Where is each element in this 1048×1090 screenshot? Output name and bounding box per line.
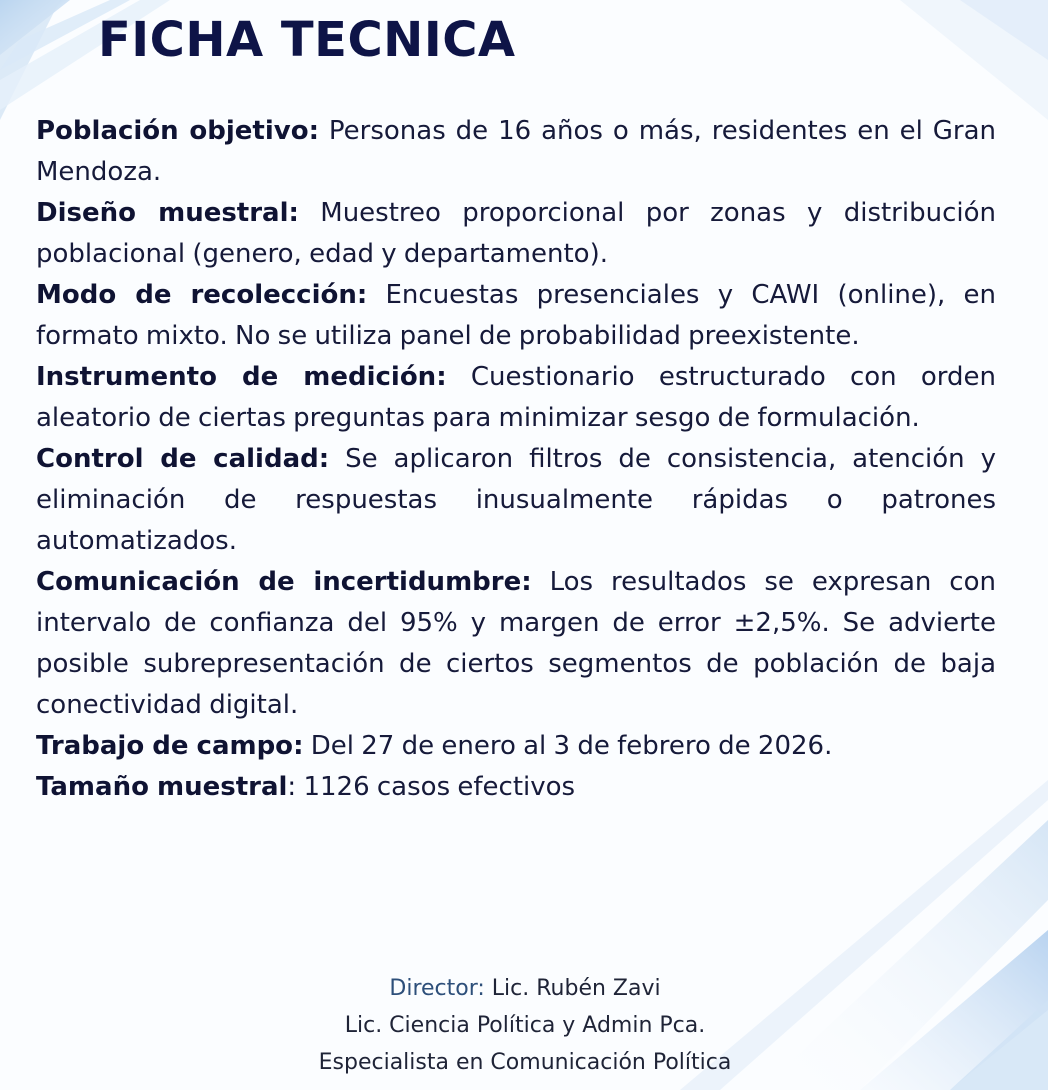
technical-sheet-body — [36, 111, 996, 808]
item-colon: : — [288, 198, 299, 228]
item-label: Diseño muestral — [36, 198, 289, 228]
item-colon: : — [293, 731, 304, 761]
director-title: Lic. Ciencia Política y Admin Pca. — [344, 1013, 706, 1038]
item-modo-recoleccion — [36, 275, 996, 357]
item-colon: : — [308, 116, 319, 146]
director-signature — [190, 970, 860, 1081]
director-label: Director: — [389, 976, 485, 1001]
item-text: Personas de 16 años o más, residentes en el Gran Mendoza. — [36, 116, 996, 187]
item-poblacion-objetivo — [36, 111, 996, 193]
item-text: Cuestionario estructurado con orden aleatorio de ciertas preguntas para minimizar sesgo de formulación. — [36, 362, 996, 433]
item-text: Los resultados se expresan con intervalo de confianza del 95% y margen de error ±2,5%. Se advierte posible subrepresentación de ciertos segmentos de población de baja conectividad digital. — [36, 567, 996, 720]
item-colon: : — [287, 772, 297, 802]
item-text: 1126 casos efectivos — [296, 772, 576, 802]
item-control-calidad — [36, 439, 996, 562]
director-line — [190, 970, 860, 1007]
item-label: Instrumento de medición — [36, 362, 437, 392]
item-colon: : — [318, 444, 330, 474]
item-trabajo-campo — [36, 726, 996, 767]
item-label: Modo de recolección — [36, 280, 357, 310]
item-text: Del 27 de enero al 3 de febrero de 2026. — [303, 731, 833, 761]
item-text: Encuestas presenciales y CAWI (online), en formato mixto. No se utiliza panel de probabilidad preexistente. — [36, 280, 996, 351]
director-specialty: Especialista en Comunicación Política — [318, 1050, 732, 1075]
item-tamano-muestral — [36, 767, 996, 808]
item-comunicacion-incertidumbre — [36, 562, 996, 726]
item-label: Población objetivo — [36, 116, 309, 146]
item-label: Tamaño muestral — [36, 772, 288, 802]
item-text: Se aplicaron filtros de consistencia, atención y eliminación de respuestas inusualmente rápidas o patrones automatizados. — [36, 444, 996, 556]
director-name: Lic. Rubén Zavi — [484, 976, 661, 1001]
item-diseno-muestral — [36, 193, 996, 275]
item-colon: : — [521, 567, 532, 597]
page-title: FICHA TECNICA — [98, 12, 516, 68]
item-label: Control de calidad — [36, 444, 319, 474]
item-label: Comunicación de incertidumbre — [36, 567, 522, 597]
item-colon: : — [356, 280, 368, 310]
item-text: Muestreo proporcional por zonas y distribución poblacional (genero, edad y departamento). — [36, 198, 996, 269]
item-label: Trabajo de campo — [36, 731, 294, 761]
item-colon: : — [436, 362, 447, 392]
item-instrumento-medicion — [36, 357, 996, 439]
